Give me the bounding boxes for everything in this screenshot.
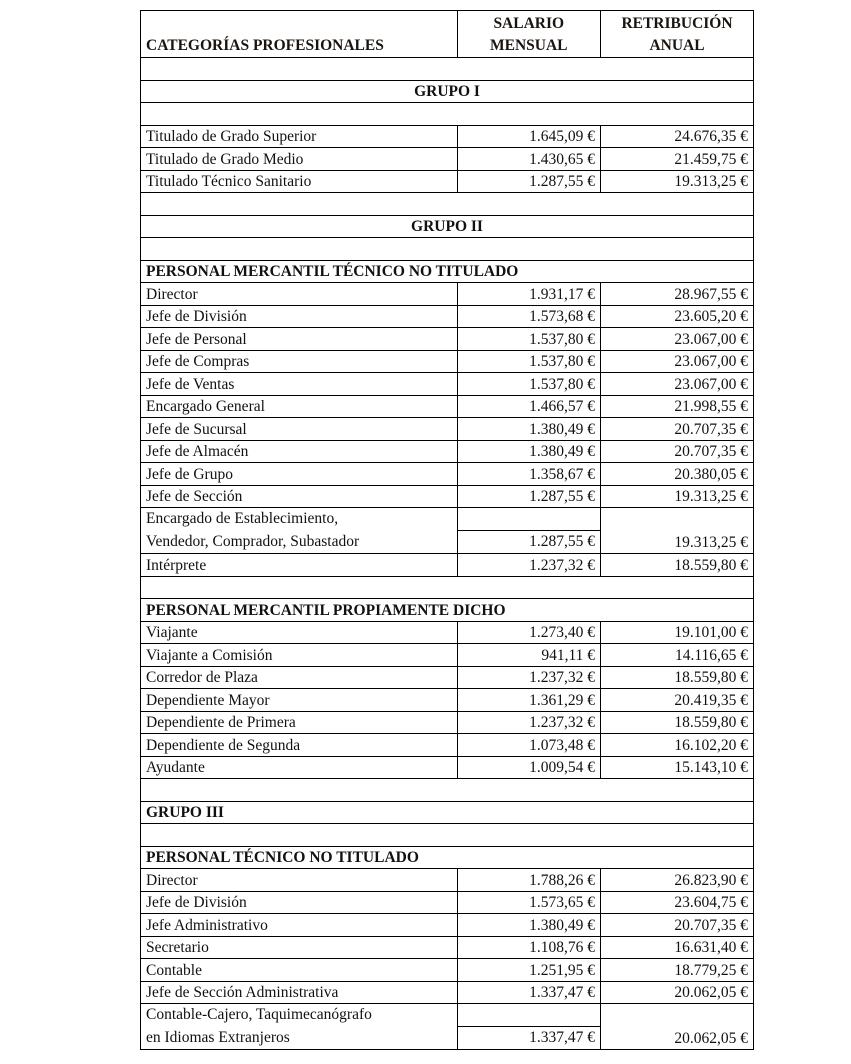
row-annual: 20.707,35 € xyxy=(601,914,754,937)
row-category: Dependiente de Segunda xyxy=(141,734,458,757)
row-category: Jefe de División xyxy=(141,305,458,328)
row-monthly: 1.358,67 € xyxy=(457,463,600,486)
row-annual: 28.967,55 € xyxy=(601,283,754,306)
row-monthly xyxy=(457,1004,600,1050)
row-category: Jefe de Personal xyxy=(141,328,458,351)
table-row xyxy=(141,125,754,148)
row-annual: 20.062,05 € xyxy=(601,1004,754,1050)
row-category: Jefe de Sucursal xyxy=(141,418,458,441)
header-annual-retribution xyxy=(601,11,754,58)
spacer-row xyxy=(141,576,754,599)
row-monthly xyxy=(457,508,600,554)
row-category: Jefe de Almacén xyxy=(141,440,458,463)
row-annual: 19.313,25 € xyxy=(601,508,754,554)
row-annual: 15.143,10 € xyxy=(601,756,754,779)
row-monthly: 1.788,26 € xyxy=(457,869,600,892)
row-monthly: 1.931,17 € xyxy=(457,283,600,306)
salary-table xyxy=(140,10,754,1050)
row-monthly: 1.361,29 € xyxy=(457,689,600,712)
row-annual: 16.631,40 € xyxy=(601,936,754,959)
row-monthly: 1.466,57 € xyxy=(457,395,600,418)
row-annual: 16.102,20 € xyxy=(601,734,754,757)
section-title-row xyxy=(141,846,754,869)
table-row xyxy=(141,373,754,396)
row-category: Director xyxy=(141,283,458,306)
row-annual: 24.676,35 € xyxy=(601,125,754,148)
group-3-title: GRUPO III xyxy=(141,801,754,824)
row-category: Director xyxy=(141,869,458,892)
monthly-value: 1.287,55 € xyxy=(529,533,595,550)
row-category: Contable xyxy=(141,959,458,982)
table-row xyxy=(141,756,754,779)
row-annual: 19.313,25 € xyxy=(601,170,754,193)
row-monthly: 1.287,55 € xyxy=(457,170,600,193)
table-row xyxy=(141,463,754,486)
header-monthly-line1: SALARIO xyxy=(493,15,565,32)
row-annual: 23.605,20 € xyxy=(601,305,754,328)
header-annual-line1: RETRIBUCIÓN xyxy=(621,15,733,32)
table-row xyxy=(141,689,754,712)
table-row xyxy=(141,644,754,667)
header-monthly-line2: MENSUAL xyxy=(490,37,568,54)
row-category: Corredor de Plaza xyxy=(141,666,458,689)
group-1-title: GRUPO I xyxy=(141,80,754,103)
row-annual: 23.067,00 € xyxy=(601,328,754,351)
group-2-title: GRUPO II xyxy=(141,215,754,238)
table-row xyxy=(141,869,754,892)
spacer-row xyxy=(141,193,754,216)
spacer-row xyxy=(141,824,754,847)
category-line1: Contable-Cajero, Taquimecanógrafo xyxy=(146,1006,372,1023)
row-category xyxy=(141,508,458,554)
row-category: Dependiente de Primera xyxy=(141,711,458,734)
section-tecnico-no-titulado-rows xyxy=(141,869,754,1004)
row-monthly: 1.273,40 € xyxy=(457,621,600,644)
row-monthly: 1.430,65 € xyxy=(457,148,600,171)
row-monthly: 1.537,80 € xyxy=(457,328,600,351)
row-monthly: 1.237,32 € xyxy=(457,711,600,734)
row-annual: 19.313,25 € xyxy=(601,485,754,508)
row-monthly: 1.237,32 € xyxy=(457,666,600,689)
header-categories: CATEGORÍAS PROFESIONALES xyxy=(141,11,458,58)
header-annual-line2: ANUAL xyxy=(649,37,705,54)
section-mercantil-tecnico-title: PERSONAL MERCANTIL TÉCNICO NO TITULADO xyxy=(141,260,754,283)
row-monthly: 1.237,32 € xyxy=(457,554,600,577)
row-monthly: 1.537,80 € xyxy=(457,373,600,396)
row-category: Jefe de División xyxy=(141,891,458,914)
table-row xyxy=(141,148,754,171)
spacer-row xyxy=(141,779,754,802)
table-row xyxy=(141,485,754,508)
spacer-row xyxy=(141,103,754,126)
table-row xyxy=(141,666,754,689)
row-category: Jefe Administrativo xyxy=(141,914,458,937)
row-annual: 18.559,80 € xyxy=(601,711,754,734)
row-category: Jefe de Sección Administrativa xyxy=(141,981,458,1004)
row-category xyxy=(141,1004,458,1050)
row-annual: 21.998,55 € xyxy=(601,395,754,418)
table-row xyxy=(141,283,754,306)
row-monthly: 941,11 € xyxy=(457,644,600,667)
category-line1: Encargado de Establecimiento, xyxy=(146,510,339,527)
table-row xyxy=(141,914,754,937)
row-category: Viajante xyxy=(141,621,458,644)
table-row xyxy=(141,305,754,328)
spacer-row xyxy=(141,58,754,81)
row-annual: 20.707,35 € xyxy=(601,418,754,441)
section-mercantil-tecnico-rows xyxy=(141,283,754,508)
spacer-row xyxy=(141,238,754,261)
row-category: Jefe de Sección xyxy=(141,485,458,508)
section-title-row xyxy=(141,260,754,283)
row-annual: 21.459,75 € xyxy=(601,148,754,171)
row-annual: 18.559,80 € xyxy=(601,554,754,577)
row-monthly: 1.009,54 € xyxy=(457,756,600,779)
section-mercantil-propiamente-rows xyxy=(141,621,754,779)
row-annual: 20.419,35 € xyxy=(601,689,754,712)
table-row xyxy=(141,328,754,351)
category-line2: Vendedor, Comprador, Subastador xyxy=(146,532,360,550)
table-row-multiline xyxy=(141,1004,754,1050)
monthly-value: 1.337,47 € xyxy=(529,1029,595,1046)
table-row xyxy=(141,621,754,644)
row-monthly: 1.380,49 € xyxy=(457,914,600,937)
row-monthly: 1.251,95 € xyxy=(457,959,600,982)
row-monthly: 1.380,49 € xyxy=(457,418,600,441)
row-annual: 20.380,05 € xyxy=(601,463,754,486)
row-monthly: 1.287,55 € xyxy=(457,485,600,508)
group-title-row xyxy=(141,80,754,103)
row-category: Intérprete xyxy=(141,554,458,577)
row-monthly: 1.573,65 € xyxy=(457,891,600,914)
row-annual: 20.062,05 € xyxy=(601,981,754,1004)
row-annual: 20.707,35 € xyxy=(601,440,754,463)
row-category: Titulado Técnico Sanitario xyxy=(141,170,458,193)
row-monthly: 1.645,09 € xyxy=(457,125,600,148)
row-monthly: 1.573,68 € xyxy=(457,305,600,328)
row-annual: 23.067,00 € xyxy=(601,373,754,396)
group-title-row xyxy=(141,801,754,824)
row-annual: 23.067,00 € xyxy=(601,350,754,373)
category-line2: en Idiomas Extranjeros xyxy=(146,1028,290,1046)
row-monthly: 1.380,49 € xyxy=(457,440,600,463)
section-mercantil-propiamente-title: PERSONAL MERCANTIL PROPIAMENTE DICHO xyxy=(141,599,754,622)
table-row xyxy=(141,350,754,373)
row-monthly: 1.337,47 € xyxy=(457,981,600,1004)
group-1-rows xyxy=(141,125,754,193)
row-annual: 18.559,80 € xyxy=(601,666,754,689)
table-header-row xyxy=(141,11,754,58)
row-category: Jefe de Grupo xyxy=(141,463,458,486)
row-annual: 26.823,90 € xyxy=(601,869,754,892)
row-category: Dependiente Mayor xyxy=(141,689,458,712)
table-row xyxy=(141,959,754,982)
table-row xyxy=(141,981,754,1004)
table-row xyxy=(141,711,754,734)
section-tecnico-no-titulado-title: PERSONAL TÉCNICO NO TITULADO xyxy=(141,846,754,869)
row-category: Secretario xyxy=(141,936,458,959)
row-category: Viajante a Comisión xyxy=(141,644,458,667)
row-category: Jefe de Ventas xyxy=(141,373,458,396)
table-row xyxy=(141,554,754,577)
row-annual: 18.779,25 € xyxy=(601,959,754,982)
row-monthly: 1.537,80 € xyxy=(457,350,600,373)
table-row xyxy=(141,395,754,418)
row-annual: 14.116,65 € xyxy=(601,644,754,667)
row-category: Ayudante xyxy=(141,756,458,779)
row-annual: 19.101,00 € xyxy=(601,621,754,644)
row-monthly: 1.108,76 € xyxy=(457,936,600,959)
row-category: Titulado de Grado Superior xyxy=(141,125,458,148)
table-row xyxy=(141,891,754,914)
header-monthly-salary xyxy=(457,11,600,58)
section-title-row xyxy=(141,599,754,622)
row-category: Titulado de Grado Medio xyxy=(141,148,458,171)
row-monthly: 1.073,48 € xyxy=(457,734,600,757)
row-category: Encargado General xyxy=(141,395,458,418)
table-row xyxy=(141,418,754,441)
table-row-multiline xyxy=(141,508,754,554)
row-annual: 23.604,75 € xyxy=(601,891,754,914)
group-title-row xyxy=(141,215,754,238)
table-row xyxy=(141,440,754,463)
table-row xyxy=(141,734,754,757)
row-category: Jefe de Compras xyxy=(141,350,458,373)
table-row xyxy=(141,170,754,193)
table-row xyxy=(141,936,754,959)
